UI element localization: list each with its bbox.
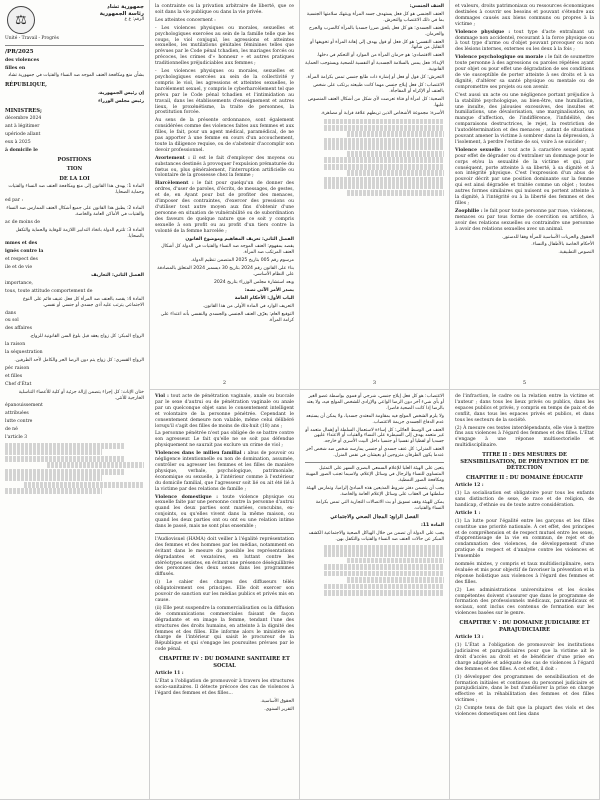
paragraph-ar: ولا يلزم الشخص المولج فيه بمقاومة المعتدي جسديا، ولا يمكن أن يستبعد عدم الدفاع الجسدي جريمة الاغتصاب. <box>305 413 444 425</box>
page-number: 3 <box>372 380 377 386</box>
definition-ar: الزواج المبكر: كل زواج يعقد قبل بلوغ السن القانونية للزواج. <box>29 334 144 340</box>
paragraph: la contrainte ou la privation arbitraire de liberté, que ce soit dans la vie publique ou dans la vie privée. <box>155 4 294 15</box>
text-line-illegible <box>347 151 444 157</box>
paragraph-ar: الحقوق الأساسية. <box>260 698 294 704</box>
chapter-heading: CHAPITRE II : DU DOMAINE ÉDUCATIF <box>465 474 584 481</box>
document-page-bottom-3 <box>300 390 450 800</box>
text-fragment: ou sol <box>5 318 19 324</box>
paragraph: (2) Les administrations universitaires et les écoles compétentes doivent s'assurer que dans le programme de formation des professionnels médicaux, paramédicaux et sociaux, sont inclus ces contenus de formation sur les violences basées sur le genre. <box>455 587 594 617</box>
text-fragment: des affaires <box>5 326 32 332</box>
text-fragment: eux à 2025 <box>5 139 31 145</box>
document-page-bottom-4 <box>450 390 600 800</box>
article-heading: Article 11 : <box>155 671 184 677</box>
paragraph-ar: مرسوم رقم 005 بتاريخ 2025 المتضمن تنظيم الدولة. <box>190 258 294 264</box>
section-heading: POSITIONS <box>57 156 92 163</box>
text-fragment: et respect des <box>5 257 38 263</box>
paragraph-ar: التحرش: كل قول أو فعل أو إشارة ذات طابع جنسي تمس بكرامة المرأة. <box>306 75 444 81</box>
term-label: Violence sexuelle : <box>455 147 506 153</box>
text-line-illegible <box>324 545 444 551</box>
paragraph: (1) La lutte pour l'égalité entre les garçons et les filles constitue une priorité nationale. À cet effet, des principes et de compréhension et de respect mutuel entre les sexes, d'apprentissage de la vie en commun, de rejet et de condamnation des violences, de développement d'une pratique du respect et d'analyse contre les violences et l'ensemble <box>455 518 594 560</box>
paragraph: (1) L'État a l'obligation de promouvoir les institutions judiciaires et parajudiciaires pour que la victime ait le droit d'accès au droit et de bénéficier d'une prise en charge adaptée et adéquate des cas de violences à l'égard des femmes et des filles. A cet effet, il doit : <box>455 643 594 672</box>
term-label: Violence psychologique ou morale : <box>455 55 547 61</box>
paragraph-ar: الأحكام الخاصة بالأطفال والنساء. <box>531 242 594 248</box>
text-fragment: ed par : <box>5 197 24 203</box>
text-line-illegible <box>324 571 444 577</box>
section-heading: TION <box>66 166 83 173</box>
text-line-illegible <box>5 449 102 455</box>
header-ar-number: الرقم: ع ع <box>124 17 144 23</box>
text-line-illegible <box>324 590 444 596</box>
paragraph-ar: يقصد بمفهوم: العنف الموجه ضد النساء والفتيات في الدولة كل أشكال العنف المرتكب ضد المرأة. <box>161 244 294 256</box>
paragraph-ar: النصوص التطبيقية. <box>558 250 594 256</box>
text-fragment: ignés contre la <box>5 249 44 255</box>
article-ar: المادة 2: يطبق هذا القانون على جميع أشكال العنف الممارس ضد النساء والفتيات في الأماكن العامة والخاصة. <box>6 205 144 217</box>
document-page-2 <box>150 0 300 390</box>
text-line-illegible <box>5 456 125 462</box>
text-line-illegible <box>324 177 444 183</box>
text-fragment: et filles <box>5 373 23 379</box>
definition: tout type d'acte entraînant un dommage non accidentel, recourant à la force physique ou à tout type d'arme ou d'objet pouvant provoquer ou non des lésions internes, externes ou les deux à la fois ; <box>455 29 594 53</box>
document-page-left <box>0 0 150 800</box>
definition: toute violence physique ou sexuelle faite par une personne contre la personne d'autrui quand les deux parties sont mariées, concubins, ex-conjoints, ou qu'elles vivent dans la même maison, ou quand les deux parties ont ou ont eu une relation intime dans le passé, mais ne sont plus ensemble ; <box>155 494 295 530</box>
paragraph-ar: الأسرة: مجموعة الأشخاص الذين تربطهم علاقة قرابة أو مصاهرة. <box>320 110 444 116</box>
page-header <box>5 4 144 42</box>
text-line-illegible <box>324 551 444 557</box>
title-fragment: filles en <box>5 65 26 71</box>
term-label: Violence domestique : <box>155 494 218 500</box>
title-heading: TITRE II : DES MESURES DE SENSIBILISATION, DE PRÉVENTION ET DE DÉTECTION <box>460 452 589 472</box>
text-line-illegible <box>324 125 444 131</box>
page-number: 2 <box>222 380 227 386</box>
definition-ar: ختان الإناث: كل إجراء يتضمن إزالة جزئية أو كلية للأعضاء التناسلية الخارجية للأنثى. <box>18 389 144 401</box>
paragraph: L'État a l'obligation de promouvoir à travers les structures socio-sanitaires. Il détecte précoce des cas de violences à l'égard des femmes et des filles... <box>155 679 294 696</box>
text-line-illegible <box>324 164 444 170</box>
text-fragment: ile et de vie <box>5 265 33 271</box>
document-page-bottom-2 <box>150 390 300 800</box>
text-line-illegible <box>347 577 444 583</box>
text-fragment: ac de moins de <box>5 219 40 225</box>
text-line-illegible <box>347 558 444 564</box>
header-ar-presidency: رئاسة الجمهورية <box>99 10 144 17</box>
text-line-illegible <box>347 190 444 196</box>
text-line-illegible <box>324 144 444 150</box>
ordinance-reference: /PR/2025 <box>5 48 34 55</box>
paragraph: Les atteintes concernent : <box>155 17 216 23</box>
paragraph: - Les violences physiques ou morales, sexuelles et psychologiques exercées au sein de la famille telle que les coups, le viol conjugal, les agressions et atteintes sexuelles, les mutilations génitales féminines telles que prévues par le Code pénal tchadien, les mariages forcés ou précoces, les crimes d'« honneur » et autres pratiques traditionnelles préjudiciables aux femmes ; <box>155 25 294 67</box>
definition: il est le fait d'employer des moyens ou substances destinés à provoquer l'expulsion prématurée du fœtus ou, plus généralement, l'interruption artificielle ou volontaire de la grossesse chez la femme ; <box>155 155 294 179</box>
paragraph-ar: يصدر الأمر الآتي نصه: <box>244 287 294 293</box>
text-line-illegible <box>324 157 444 163</box>
text-fragment: mmes et des <box>5 241 38 247</box>
text-fragment: Chef d'État <box>5 381 32 387</box>
paragraph: nommés mixtes, y compris et taux multidisciplinaire, sera évaluée et mis pour objectif de favoriser la prévention et la réponse holistique aux violences à l'égard des femmes et des filles. <box>455 562 594 585</box>
text-line-illegible <box>24 482 144 488</box>
paragraph: La personne pénétrée n'est pas obligée de se battre contre son agresseur. Le fait qu'elle ne se soit pas défendue physiquement ne saurait pas exclure un crime de viol ; <box>155 431 294 449</box>
text-line-illegible <box>324 584 444 590</box>
paragraph: (1) La socialisation est obligatoire pour tous les enfants sans distinction de sexe, de race et de religion, de handicap, d'ethnie ou de toute autre considération. <box>455 491 594 508</box>
paragraph-ar: العنف الجنسي هو كل فعل يستهدف جسد المرأة وينتهك سلامتها الجنسية بما في ذلك الاغتصاب والتحرش. <box>306 11 444 23</box>
paragraph-ar: الاغتصاب: هو كل فعل إيلاج جنسي، شرجي أو فموي بواسطة عضو الغير أو بأي شيء آخر دون الرضا الواعي والإرادي للشخص المولج فيه، ولا يعتد بالرضا إذا كانت الضحية قاصرا. <box>306 394 444 411</box>
text-line-illegible <box>324 183 444 189</box>
text-fragment: upériode allant <box>5 131 41 137</box>
paragraph: (i) Le cahier des charges des diffuseurs télés obligatoirement ces principes. Elle doit exercer son pouvoir de sanction sur les médias publics et privés mis en cause. <box>155 580 294 603</box>
paragraph-ar: بناء على القانون رقم 2024 بتاريخ 30 ديسمبر 2024 المتعلق بالمصادقة على النظام الأساسي. <box>157 266 294 278</box>
text-fragment: dans <box>5 310 16 316</box>
document-page-5 <box>450 0 600 390</box>
definition: tout acte à caractère sexuel ayant pour effet de dégrader ou d'entraîner un dommage pour le corps et/ou la sexualité de la victime et qui, par conséquent, porte atteinte à sa liberté, à sa dignité et à son intégrité physique. C'est l'expression d'un abus de pouvoir décrit par une position dominante sur la femme qui est ainsi dégradée et traitée comme un objet ; toutes autres formes similaires qui nuisent ou portent atteinte à la dignité, à l'intégrité ou à la liberté des femmes et des filles ; <box>455 147 594 206</box>
paragraph-ar: العنف الجسدي: هو كل فعل يلحق ضررا جسديا بالمرأة كالضرب والجرح والحرمان. <box>309 25 444 37</box>
paragraph: Au sens de la présente ordonnance, sont également considérées comme des violences faites aux femmes et aux filles, le fait, pour un agent médical, paramédical, de ne pas apporter à une femme en cours d'un accouchement, toute la diligence requise, ou de s'abstenir d'accomplir son devoir professionnel. <box>155 118 294 153</box>
paragraph-ar: يتعين على الهيئة العليا للإعلام السمعي البصري السهر على التمثيل المتساوي للنساء والرجال في وسائل الإعلام، ولاسيما تجنب الصور المهينة ومكافحة الصور النمطية. <box>305 466 444 483</box>
paragraph: - Les violences physiques ou morales, sexuelles et psychologiques exercées au sein de la collectivité y compris le viol, les agressions et atteintes sexuelles, le harcèlement sexuel, y compris le cyberharcèlement tel que prévu par le Code pénal tchadien et l'intimidation au travail, dans les établissements d'enseignement et autres lieux, le proxénétisme, la traite de personnes, la prostitution forcée. <box>155 69 294 116</box>
motto: Unité - Travail - Progrès <box>5 36 59 41</box>
chapter-heading: CHAPITRE IV : DU DOMAINE SANITAIRE ET SOCIAL <box>159 656 290 669</box>
text-fragment: la raison <box>5 342 26 348</box>
text-line-illegible <box>5 475 102 481</box>
text-line-illegible <box>5 469 125 475</box>
text-fragment: ant à légitimer <box>5 124 40 130</box>
council-ar: رئيس مجلس الوزراء <box>98 98 144 104</box>
paragraph: (ii) Elle peut suspendre la commercialisation ou la diffusion de communications commerciales faisant de façon dégradante et en image la femme, tendant l'une des structures des droits humains, en atteinte à la dignité des femmes et des filles. Elle informe alors le ministère en charge de l'intérieur qui saisit le procureur de la République et qui s'engage les poursuites prévues par le code pénal. <box>155 605 294 653</box>
article-heading: Article 12 : <box>455 483 484 489</box>
paragraph: de l'infraction, le cadre ou la relation entre la victime et l'auteur ; dans tous les lieux privés ou publics, dans les espaces publics et privés, y compris en temps de paix et de conflit, dans tous les espaces privés et publics, et dans tous les secteurs de la société. <box>455 394 594 423</box>
promulgation-line: à domicile le <box>5 147 38 153</box>
paragraph-ar: التوقيع العام: يعرّف العنف الجنسي والجسدي والنفسي بأنه اعتداء على كرامة المرأة. <box>160 311 294 323</box>
term-label: Violence physique : <box>455 29 511 35</box>
definition: le fait pour quelqu'un de donner des ordres, d'user de paroles, d'écrits, de messages, de gestes, et de, en Ayant pour but de profiter des menaces, d'imposer des contraintes, d'exercer des pressions ou d'utiliser tout autre moyen aux fins d'obtenir d'une personne en situation de vulnérabilité ou de subordination des faveurs de quelque nature que ce soit y compris sexuelle à son profit ou au profit d'un tiers contre la volonté de la femme harcelée ; <box>155 181 294 234</box>
text-fragment: tous, toute attitude comportement de <box>5 288 93 294</box>
paragraph-ar: يمكن للهيئة وقف تسويق أو بث الاتصالات التجارية التي تمس بكرامة النساء والفتيات. <box>315 499 444 511</box>
text-line-illegible <box>347 131 444 137</box>
term-label: Violences dans le milieu familial : <box>155 451 246 457</box>
text-fragment: de né <box>5 427 18 433</box>
paragraph-ar: الإيذاء: فعل يمس بالسلامة الجسدية أو النفسية للضحية ويستوجب الحماية القانونية. <box>305 61 444 73</box>
header-ar-republic: جمهورية تشاد <box>106 4 144 10</box>
term-label: Avortement : <box>155 155 190 161</box>
article-ar: المادة 3: تلتزم الدولة باتخاذ التدابير اللازمة للوقاية والحماية والتكفل بالضحايا. <box>15 227 144 239</box>
paragraph-ar: وبعد استشارة مجلس الوزراء بتاريخ 2024 <box>213 279 294 285</box>
term-label: Harcèlement : <box>155 181 194 187</box>
text-fragment: importance, <box>5 280 34 286</box>
definition: le fait de soumettre toute personne à des agressions ou paroles répétées ayant pour objet ou pour effet une dégradation de ses conditions de vie susceptible de porter atteinte à ses droits et à sa dignité, d'altérer sa santé physique ou mentale ou de compromettre ses projets ou son avenir. <box>455 55 595 90</box>
paragraph-ar: يجب أن يتضمن دفتر شروط المذيعين هذه المبادئ إلزاميا، وتمارس الهيئة سلطتها في العقاب على وسائل الإعلام العامة والخاصة. <box>306 485 444 497</box>
text-fragment: lutte contre <box>5 419 33 425</box>
date-line: décembre 2024 <box>5 116 42 122</box>
text-line-illegible <box>324 119 444 125</box>
paragraph: (2) À mesure ces textes interdépendants, elle vise à mettre fins aux violences à l'égard des femmes et des filles. L'État s'engage à une réponse multisectorielle et multidisciplinaire. <box>455 425 594 449</box>
text-fragment: attribuées <box>5 411 29 417</box>
text-line-illegible <box>347 170 444 176</box>
paragraph-ar: التعريف الوارد في المادة الأولى من هذا القانون. <box>202 303 294 309</box>
title-fragment: des violences <box>5 57 40 63</box>
paragraph-ar: العنف الاقتصادي: هو حرمان المرأة من الموارد أو التحكم في دخلها. <box>316 53 444 59</box>
paragraph: C'est aussi un acte ou une négligence portant préjudice à la stabilité psychologique, au bien-être, une humiliation, une insulte, des jalousies excessives, des insultes et humiliations, une dévalorisation, une marginalisation, un manque d'affection, de l'indifférence, l'infidélité, des comparaisons destructrices, le rejet, la restriction de l'autodétermination et des menaces ; autant de situations pouvant amener la victime à sombrer dans la dépression, à l'isolement, à perdre l'estime de soi, voire à se suicider ; <box>455 92 594 145</box>
article-ar: المادة 4: يقصد بالعنف ضد المرأة كل فعل عنيف قائم على النوع الاجتماعي يترتب عليه أذى جسدي أو جنسي أو نفسي. <box>22 296 144 308</box>
text-fragment: la séquestration <box>5 350 43 356</box>
article-heading-ar: المادة 11: <box>420 522 444 528</box>
president-title: RÉPUBLIQUE, <box>5 82 47 89</box>
paragraph-ar: الباب الأول: الأحكام العامة <box>234 295 294 301</box>
paragraph-ar: العنف النفسي: هو كل فعل أو قول يهدف إلى إهانة المرأة أو تخويفها أو التقليل من شأنها. <box>310 39 444 51</box>
president-ar: إن رئيس الجمهورية، <box>98 90 144 96</box>
paragraph-ar: التقرير السنوي. <box>264 706 294 712</box>
title-ar: بشأن منع ومكافحة العنف الموجه ضد النساء والفتيات في جمهورية تشاد <box>8 73 144 79</box>
paragraph: l'Audiovisuel (HAMA) doit veiller à l'égalité représentation des femmes et des hommes par les médias, notamment en évitant dans le mesure du possible les représentations dégradantes et vexatoires, en luttant contre les stéréotypes sexistes, en évitant une présence déséquilibrée des personnes des deux sexes dans les programmes diffusés. <box>155 536 294 578</box>
chapter-heading-ar: الفصل الرابع: المجال الصحي والاجتماعي <box>330 514 419 521</box>
paragraph: et valeurs, droits patrimoniaux ou ressources économiques destinées à couvrir ses besoins et pouvant s'étendre aux dommages causés aux biens communs ou propres à la victime ; <box>455 4 594 27</box>
text-line-illegible <box>324 138 444 144</box>
definition: tout acte de pénétration vaginale, anale ou buccale par le sexe d'autrui ou de pénétration vaginale ou anale par un quelconque objet sans le consentement intelligent et volontaire de la personne pénétrée. Cependant le consentement demeure non valable, même celui délibéré lorsqu'il s'agit des filles de moins de dix-huit (18) ans ; <box>155 394 294 429</box>
paragraph: (1) développer des programmes de sensibilisation et de formation initiales et continues du personnel judiciaire et parajudiciaire, dans le but d'améliorer la prise en charge effective et la réhabilitation des femmes et des filles victimes ; <box>455 674 594 704</box>
paragraph-ar: الاغتصاب: كل فعل إيلاج جنسي مهما كانت طبيعته يرتكب على شخص بالعنف أو الإكراه أو المفاجأة. <box>313 82 444 94</box>
text-line-illegible <box>5 488 102 494</box>
paragraph-ar: الضحية: كل امرأة أو فتاة تعرضت لأي شكل من أشكال العنف المنصوص عليها. <box>307 96 444 108</box>
paragraph-ar: العنف المنزلي: كل عنف جسدي أو جنسي يمارسه شخص ضد شخص آخر عندما يكون الطرفان متزوجين أو يعيشان في نفس المنزل. <box>306 447 444 459</box>
paragraph-ar: يجب على الدولة أن تضمن من خلال الهياكل الصحية والاجتماعية الكشف المبكر عن حالات العنف ضد النساء والفتيات والتكفل بهن. <box>308 530 444 542</box>
article-ar: المادة 1: يهدف هذا القانون إلى منع ومكافحة العنف ضد النساء والفتيات وحماية الضحايا. <box>8 184 144 196</box>
article-heading: Article 1 : <box>455 510 481 516</box>
term-label: Zoophilie : <box>455 208 483 214</box>
coat-of-arms-seal-icon: ⚖ <box>7 6 35 34</box>
paragraph: (2) Compte tenu de fait que la plupart des viols et des violences domestiques ont lieu dans <box>455 706 594 718</box>
paragraph-ar: الحقوق والحريات الأساسية للمرأة وفقا للدستور. <box>502 234 594 240</box>
text-fragment: péc raison <box>5 365 30 371</box>
paragraph-ar: العنف في الوسط العائلي: كل إساءة لاستعمال السلطة أو إهمال متعمد أو غير متعمد يهدف إلى السيطرة على النساء والفتيات أو الاعتداء عليهن جسديا أو لفظيا أو نفسيا أو جنسيا داخل البيت الأسري أو خارجه. <box>305 427 444 445</box>
chapter-ar: الفصل الثاني: التعاريف <box>91 273 144 279</box>
text-line-illegible <box>5 443 125 449</box>
definition: abus de pouvoir ou négligence intentionnelle ou non de domination, assumée, contrôler ou agresser les femmes et les filles de manière physique, verbale, psychologique, patrimoniale, économique ou sexuelle, à l'intérieur comme à l'extérieur du domicile familial, que l'agresseur soit lié ou ait été lié à la victime par des relations de famille ; <box>155 451 294 492</box>
chapter-heading: CHAPITRE V : DU DOMAINE JUDICIAIRE ET PARAJUDICIAIRE <box>459 620 590 633</box>
section-ar: الفصل الثاني: تعريف المفاهيم وموضوع القانون <box>185 236 294 242</box>
page-number: 5 <box>522 380 527 386</box>
term-label: Viol : <box>155 394 169 399</box>
definition: le fait pour toute personne par ruse, violences, menaces ou par tous forme de coercition ou artifice, à avoir des relations sexuelles ou contraindre une personne à avoir des relations sexuelles avec un animal. <box>455 208 594 232</box>
text-line-illegible <box>47 462 144 468</box>
article-heading: Article 13 : <box>455 635 484 641</box>
section-heading: DE LA LOI <box>59 175 90 182</box>
ministers-title: MINISTRES; <box>5 107 42 114</box>
definition-ar: الزواج القسري: كل زواج يتم دون الرضا الحر والكامل لأحد الطرفين. <box>14 358 144 363</box>
document-page-3 <box>300 0 450 390</box>
text-fragment: épanouissement <box>5 403 43 409</box>
text-line-illegible <box>324 564 444 570</box>
text-fragment: l'article 3 <box>5 435 28 441</box>
heading-ar: العنف الجنسي: <box>409 4 444 9</box>
